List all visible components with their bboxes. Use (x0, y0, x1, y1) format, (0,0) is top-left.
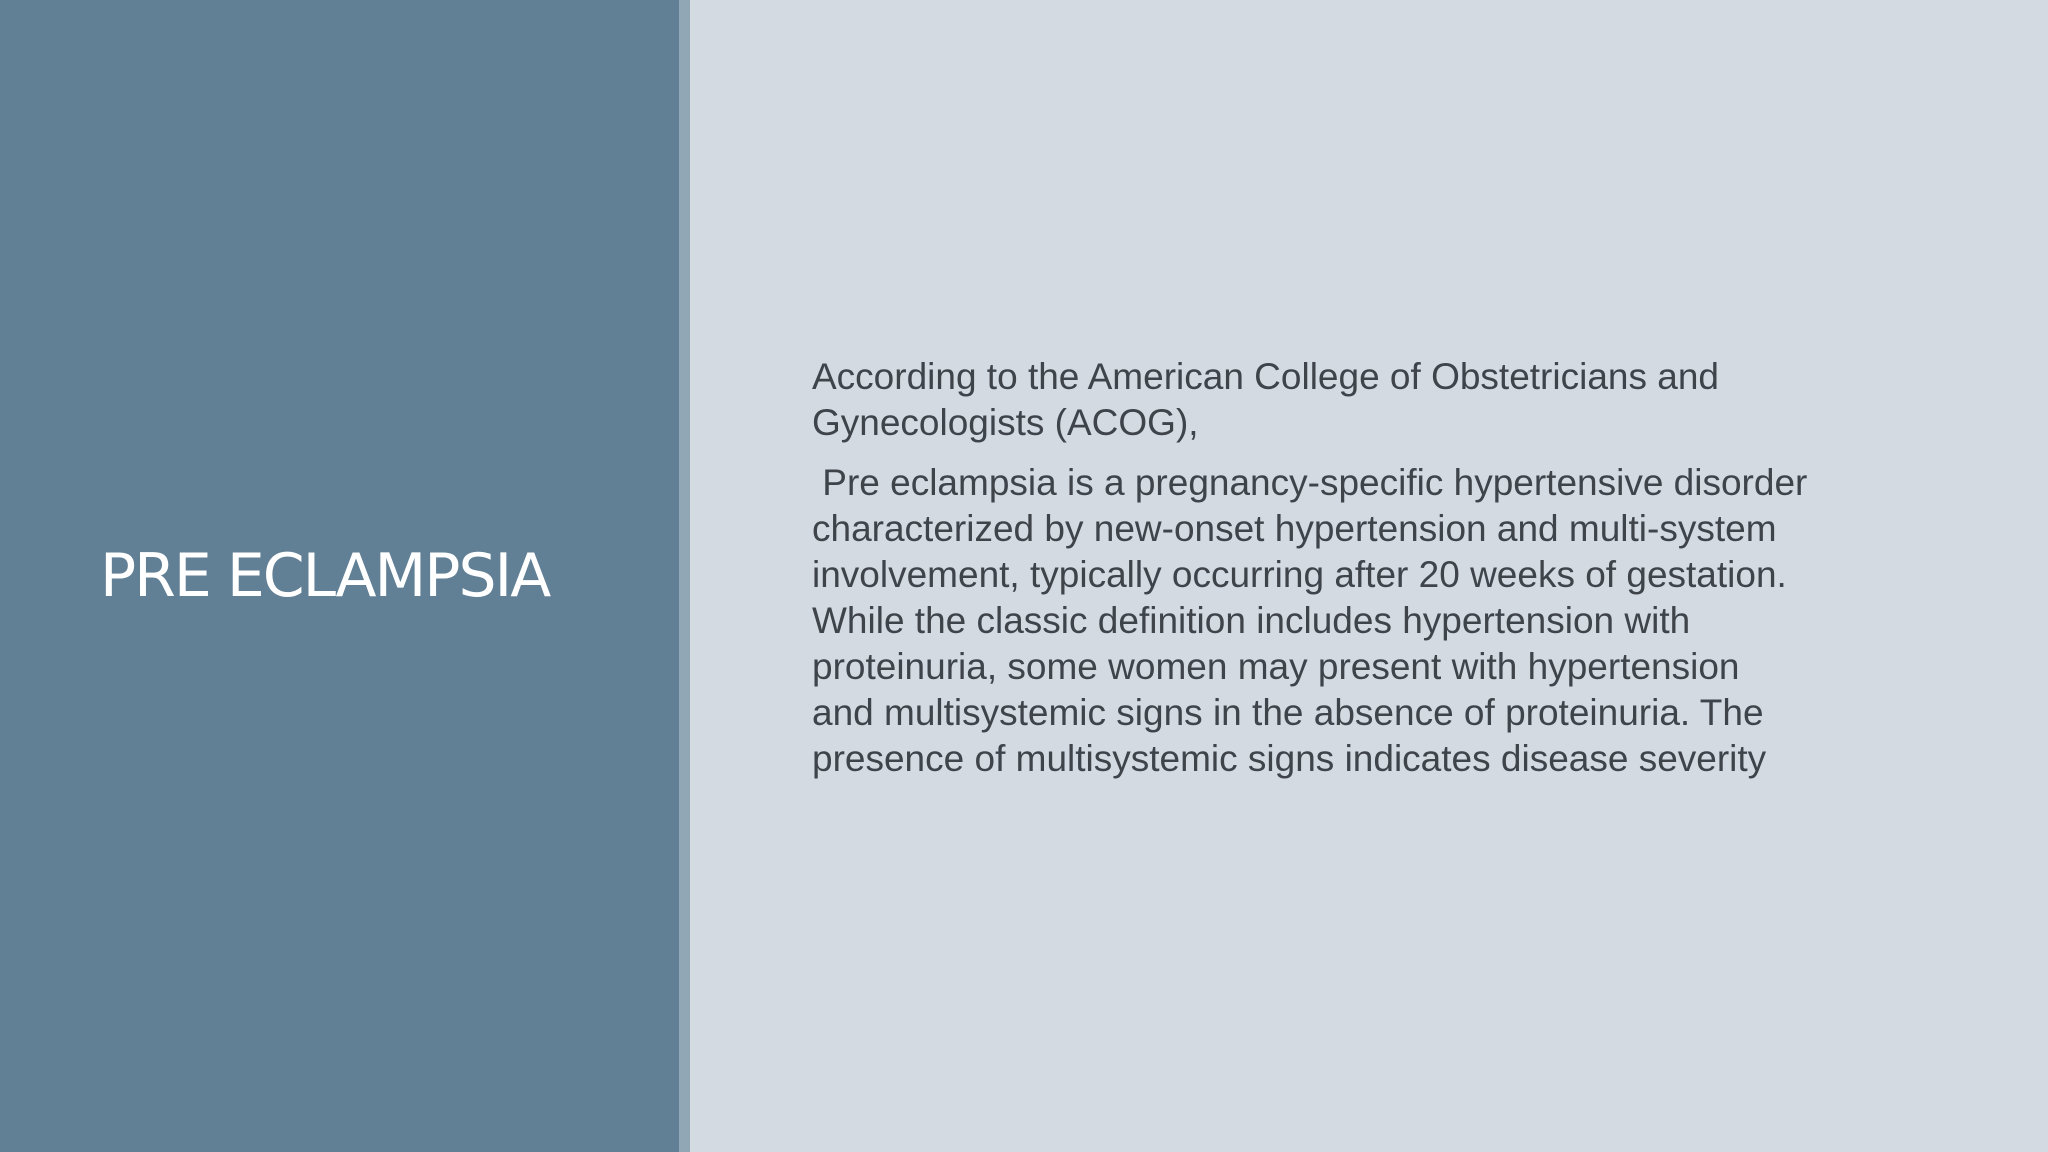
content-text-box (812, 354, 1892, 782)
intro-line: Gynecologists (ACOG), (812, 402, 1199, 443)
intro-paragraph (812, 354, 1892, 446)
definition-line: and multisystemic signs in the absence of proteinuria. The (812, 692, 1764, 733)
slide-title: PRE ECLAMPSIA (100, 541, 550, 611)
definition-line: While the classic definition includes hypertension with (812, 600, 1691, 641)
definition-line: Pre eclampsia is a pregnancy-specific hypertensive disorder (812, 462, 1808, 503)
definition-line: involvement, typically occurring after 20 weeks of gestation. (812, 554, 1787, 595)
definition-paragraph (812, 460, 1892, 782)
definition-line: characterized by new-onset hypertension and multi-system (812, 508, 1777, 549)
accent-divider (679, 0, 690, 1152)
title-panel (0, 0, 679, 1152)
intro-line: According to the American College of Obstetricians and (812, 356, 1719, 397)
definition-line: proteinuria, some women may present with hypertension (812, 646, 1740, 687)
definition-line: presence of multisystemic signs indicates disease severity (812, 738, 1767, 779)
